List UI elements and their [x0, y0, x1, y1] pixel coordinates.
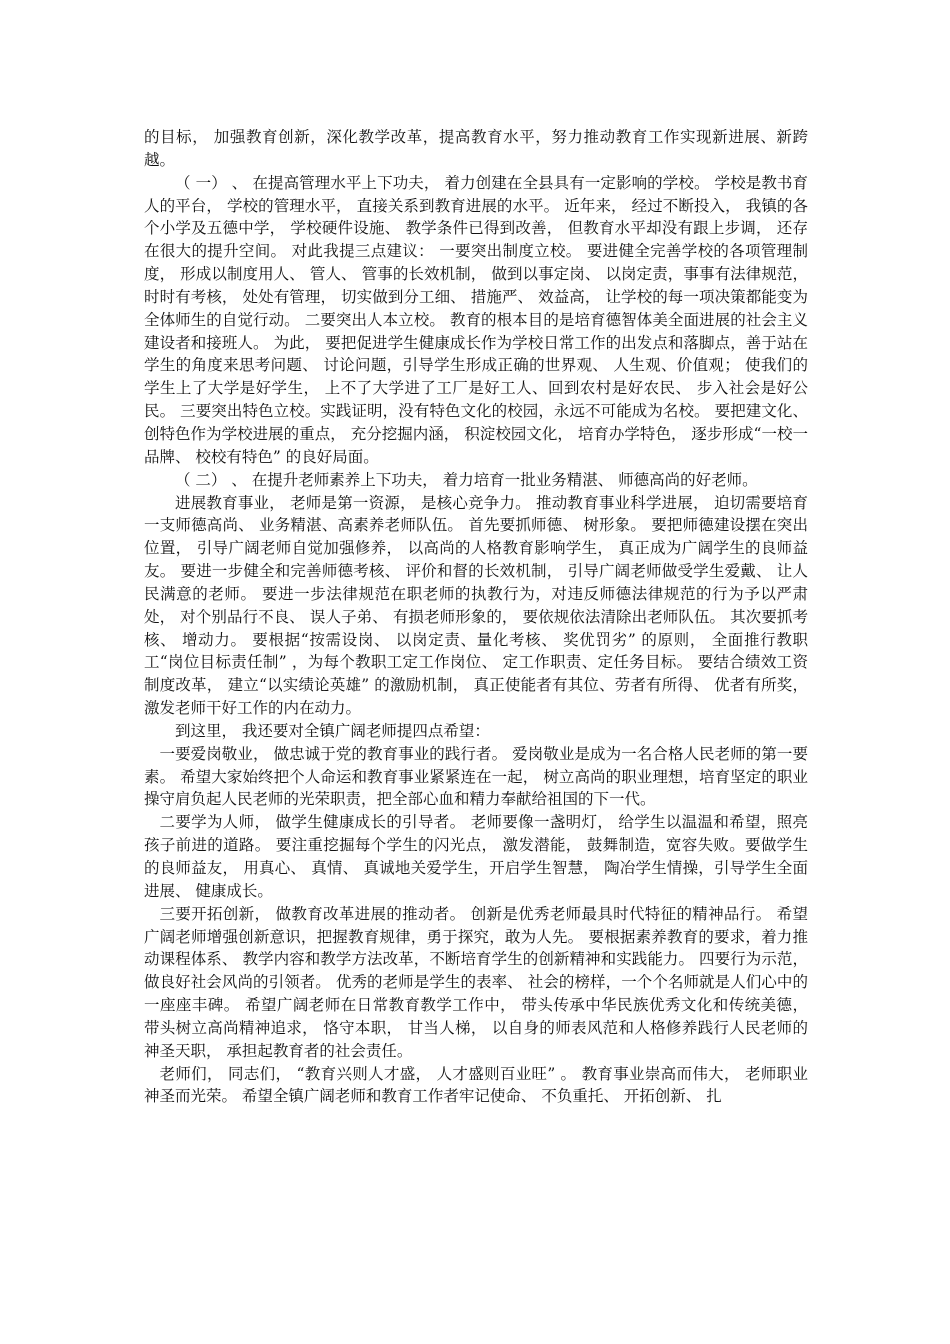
paragraph-4: 进展教育事业， 老师是第一资源， 是核心竞争力。 推动教育事业科学进展， 迫切需要培育一支师德高尚、 业务精湛、高素养老师队伍。 首先要抓师德、 树形象。 要把师德建设摆在突出位置， 引导广阔老师自觉加强修养， 以高尚的人格教育影响学生， 真正成为广阔学生的良师益友。 要进一步健全和完善师德考核、 评价和督的长效机制， 引导广阔老师做受学生爱戴、 让人民满意的老师。 要进一步法律规范在职老师的执教行为，对违反师德法律规范的行为予以严肃处， 对个别品行不良、 误人子弟、 有损老师形象的， 要依规依法清除出老师队伍。 其次要抓考核、 增动力。 要根据“按需设岗、 以岗定责、量化考核、 奖优罚劣” 的原则， 全面推行教职工“岗位目标责任制” ，为每个教职工定工作岗位、 定工作职责、定任务目标。 要结合绩效工资制度改革， 建立“以实绩论英雄” 的激励机制， 真正使能者有其位、劳者有所得、 优者有所奖， 激发老师干好工作的内在动力。	[144, 493, 808, 718]
paragraph-2: （ 一） 、 在提高管理水平上下功夫， 着力创建在全县具有一定影响的学校。 学校是教书育人的平台， 学校的管理水平， 直接关系到教育进展的水平。 近年来， 经过不断投入， 我镇的各个小学及五德中学， 学校硬件设施、 教学条件已得到改善， 但教育水平却没有跟上步调， 还存在很大的提升空间。 对此我提三点建议： 一要突出制度立校。 要进健全完善学校的各项管理制度， 形成以制度用人、 管人、 管事的长效机制， 做到以事定岗、 以岗定责，事事有法律规范， 时时有考核， 处处有管理， 切实做到分工细、 措施严、 效益高， 让学校的每一项决策都能变为全体师生的自觉行动。 二要突出人本立校。 教育的根本目的是培育德智体美全面进展的社会主义建设者和接班人。 为此， 要把促进学生健康成长作为学校日常工作的出发点和落脚点，善于站在学生的角度来思考问题、 讨论问题，引导学生形成正确的世界观、 人生观、价值观； 使我们的学生上了大学是好学生， 上不了大学进了工厂是好工人、回到农村是好农民、 步入社会是好公民。 三要突出特色立校。实践证明，没有特色文化的校园，永远不可能成为名校。 要把建文化、创特色作为学校进展的重点， 充分挖掘内涵， 积淀校园文化， 培育办学特色， 逐步形成“一校一品牌、 校校有特色” 的良好局面。	[144, 173, 808, 466]
document-body	[144, 126, 808, 1108]
paragraph-3: （ 二） 、 在提升老师素养上下功夫， 着力培育一批业务精湛、 师德高尚的好老师。	[175, 470, 758, 489]
paragraph-5: 到这里， 我还要对全镇广阔老师提四点希望：	[175, 721, 490, 740]
paragraph-1: 的目标， 加强教育创新，深化教学改革，提高教育水平，努力推动教育工作实现新进展、新跨越。	[144, 128, 808, 169]
paragraph-9: 老师们， 同志们， “教育兴则人才盛， 人才盛则百业旺” 。 教育事业崇高而伟大， 老师职业神圣而光荣。 希望全镇广阔老师和教育工作者牢记使命、 不负重托、 开拓创新、 扎	[144, 1064, 808, 1106]
paragraph-8: 三要开拓创新， 做教育改革进展的推动者。 创新是优秀老师最具时代特征的精神品行。 希望广阔老师增强创新意识，把握教育规律，勇于探究，敢为人先。 要根据素养教育的要求，着力推动课程体系、 教学内容和教学方法改革，不断培育学生的创新精神和实践能力。 四要行为示范，做良好社会风尚的引领者。 优秀的老师是学生的表率、 社会的榜样，一个个名师就是人们心中的一座座丰碑。 希望广阔老师在日常教育教学工作中， 带头传承中华民族优秀文化和传统美德， 带头树立高尚精神追求， 恪守本职， 甘当人梯， 以自身的师表风范和人格修养践行人民老师的神圣天职， 承担起教育者的社会责任。	[144, 904, 808, 1060]
paragraph-7: 二要学为人师， 做学生健康成长的引导者。 老师要像一盏明灯， 给学生以温温和希望，照亮孩子前进的道路。 要注重挖掘每个学生的闪光点， 激发潜能， 鼓舞制造，宽容失败。要做学生的良师益友， 用真心、 真情、 真诚地关爱学生，开启学生智慧， 陶冶学生情操，引导学生全面进展、 健康成长。	[144, 813, 808, 900]
paragraph-6: 一要爱岗敬业， 做忠诚于党的教育事业的践行者。 爱岗敬业是成为一名合格人民老师的第一要素。 希望大家始终把个人命运和教育事业紧紧连在一起， 树立高尚的职业理想，培育坚定的职业操守肩负起人民老师的光荣职责，把全部心血和精力奉献给祖国的下一代。	[144, 744, 808, 809]
